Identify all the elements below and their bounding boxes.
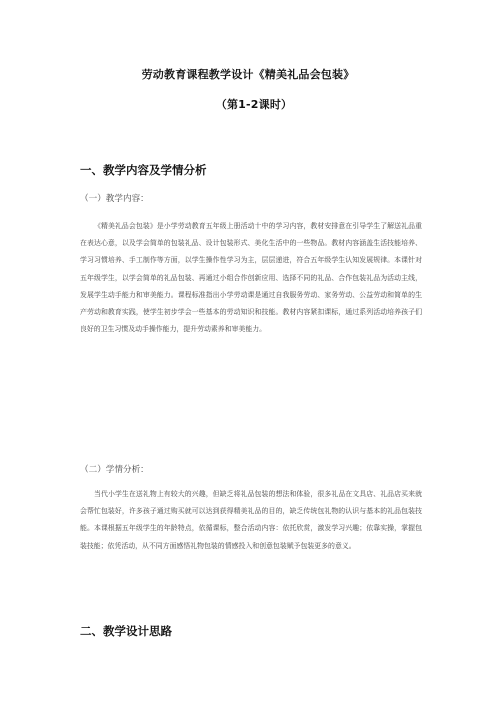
- paragraph-teaching-content: 《精美礼品会包装》是小学劳动教育五年级上册活动十中的学习内容，教材安排意在引导学生了解送礼品重在表达心意，以及学会简单的包装礼品、设计包装形式、美化生活中的一些物品。教材内容涵盖生活技能培养、学习习惯培养、手工制作等方面，以学生操作性学习为主，层层递进，符合五年级学生认知发展规律。本课针对五年级学生，以学会简单的礼品包装、再通过小组合作创新应用、选择不同的礼品、合作包装礼品为活动主线，发展学生动手能力和审美能力。课程标准指出小学劳动课是通过自我服务劳动、家务劳动、公益劳动和简单的生产劳动和教育实践，使学生初步学会一些基本的劳动知识和技能。教材内容紧扣课标，通过系列活动培养孩子们良好的卫生习惯及动手操作能力，提升劳动素养和审美能力。: [80, 222, 422, 334]
- section-heading-design: 二、教学设计思路: [80, 624, 172, 638]
- subheading-teaching-content: （一）教学内容：: [80, 194, 149, 204]
- document-title: 劳动教育课程教学设计《精美礼品会包装》: [141, 68, 355, 81]
- document-subtitle: （第1-2课时）: [215, 98, 293, 111]
- section-heading-analysis: 一、教学内容及学情分析: [80, 163, 207, 177]
- paragraph-student-analysis: 当代小学生在送礼物上有较大的兴趣，但缺乏将礼品包装的想法和体验，很多礼品在文具店、礼品店买来就会帮忙包装好，许多孩子通过购买就可以达到获得精美礼品的目的，缺乏传统包礼物的认识与基本的礼品包装技能。本课根据五年级学生的年龄特点，依循课标，整合活动内容：依托欣赏，激发学习兴趣；依靠实操，掌握包装技能；依凭活动，从不同方面感悟礼物包装的情感投入和创意包装赋予包装更多的意义。: [80, 490, 422, 550]
- subheading-student-analysis: （二）学情分析：: [80, 465, 149, 475]
